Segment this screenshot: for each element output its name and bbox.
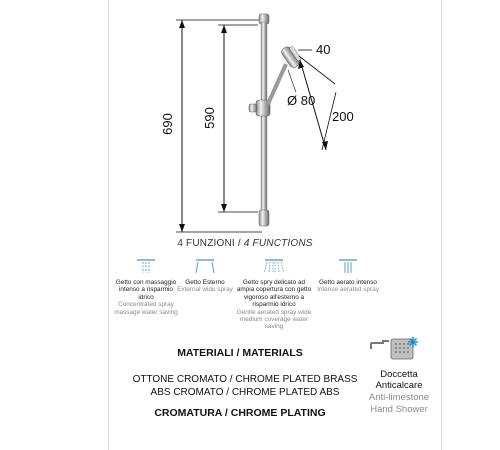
function-item-4 xyxy=(313,258,383,294)
function-2-en: External wide spray xyxy=(177,286,233,294)
function-4-en: Intense aerated spray xyxy=(317,286,379,294)
dim-label-590: 590 xyxy=(202,107,217,129)
function-2-it: Getto Esterno xyxy=(185,279,225,286)
function-3-it: Getto spry delicato ad ampia copertura con getto vigoroso all'esterno a risparmio idrico xyxy=(236,279,312,309)
material-line-1: OTTONE CROMATO / CHROME PLATED BRASS xyxy=(132,374,358,385)
badge-en-line2: Hand Shower xyxy=(370,404,428,415)
wide-spray-icon xyxy=(193,258,217,276)
function-item-2 xyxy=(170,258,240,294)
dimension-40 xyxy=(298,42,330,57)
plating-text: CROMATURA / CHROME PLATING xyxy=(154,407,326,419)
badge-it-line2: Anticalcare xyxy=(375,380,423,391)
functions-heading-en: 4 FUNCTIONS xyxy=(243,238,313,249)
badge-it-line1: Doccetta xyxy=(380,369,418,380)
dim-label-690: 690 xyxy=(160,113,175,135)
functions-heading xyxy=(0,238,490,249)
function-item-3 xyxy=(236,258,312,331)
materials-title: MATERIALI / MATERIALS xyxy=(177,347,303,359)
functions-heading-separator: / xyxy=(234,238,244,249)
shower-rail xyxy=(249,14,303,226)
gentle-spray-icon xyxy=(261,258,287,276)
badge-en-line1: Anti-limestone xyxy=(368,392,430,403)
function-3-en: Gentle aerated spray wide medium coverage water saving xyxy=(236,308,312,331)
material-line-2: ABS CROMATO / CHROME PLATED ABS xyxy=(150,387,340,398)
dimension-diameter xyxy=(287,70,315,108)
dimension-590 xyxy=(202,25,258,212)
functions-heading-it: 4 FUNZIONI xyxy=(177,238,235,249)
aerated-spray-icon xyxy=(337,258,359,276)
dim-label-40: 40 xyxy=(316,42,331,57)
function-1-it: Getto con massaggio intenso a risparmio idrico xyxy=(115,279,177,301)
dim-label-diameter: Ø 80 xyxy=(287,93,316,108)
function-1-en: Concentrated spray massage water saving xyxy=(114,301,178,316)
massage-spray-icon xyxy=(135,258,157,276)
anti-limestone-icon xyxy=(365,337,435,363)
function-4-it: Getto aerato intenso xyxy=(319,279,377,286)
dim-label-200: 200 xyxy=(332,109,354,124)
